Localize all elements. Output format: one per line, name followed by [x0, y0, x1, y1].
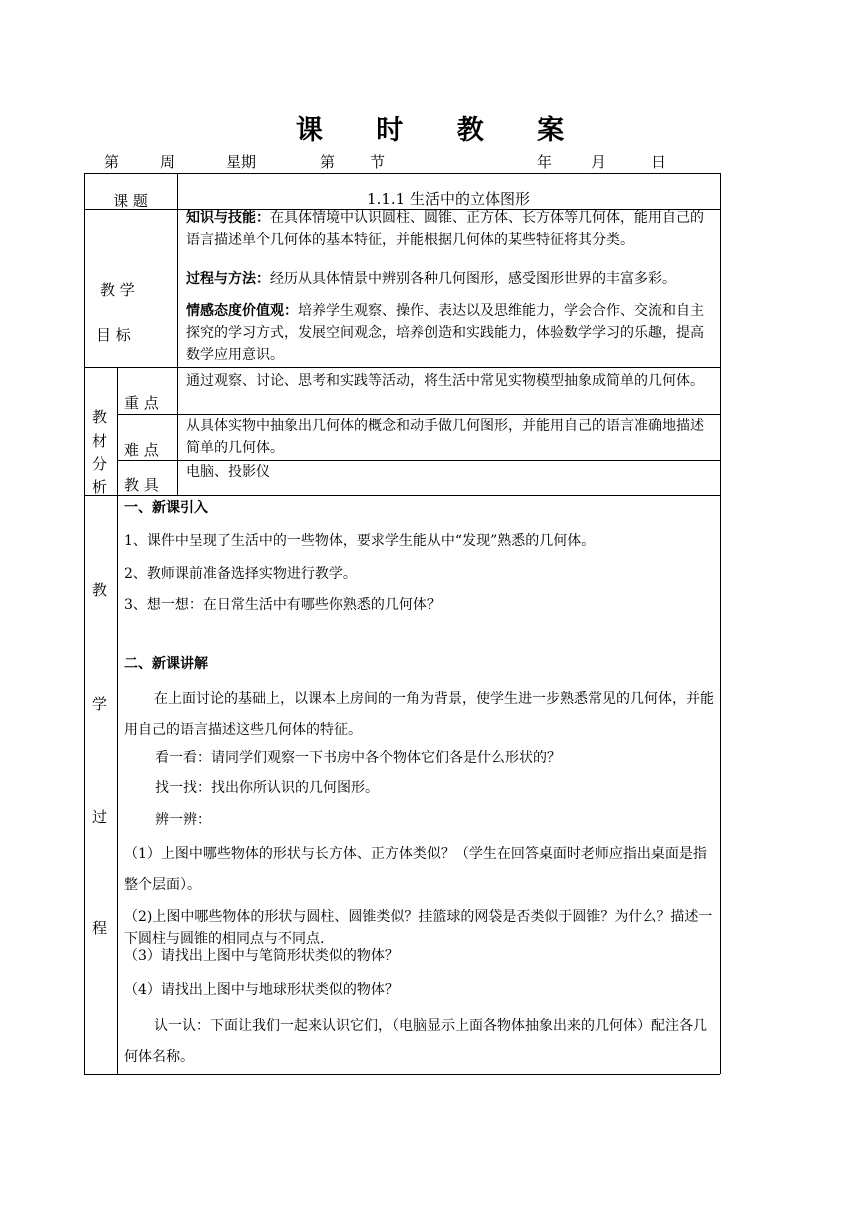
goal-emotion	[186, 300, 714, 366]
period-label-1: 第	[320, 153, 336, 171]
analysis-label-char: 教	[92, 408, 108, 426]
question-2: （2)上图中哪些物体的形状与圆柱、圆锥类似？挂篮球的网袋是否类似于圆锥？为什么？描述一下圆柱与圆锥的相同点与不同点.	[124, 909, 713, 947]
goals-label-line2: 目 标	[96, 326, 131, 344]
period-label-2: 节	[370, 153, 386, 171]
difficulty-label: 难 点	[124, 441, 159, 459]
weekday-label: 星期	[226, 153, 257, 171]
table-left-border	[84, 173, 85, 1074]
goal-knowledge-text: 在具体情境中认识圆柱、圆锥、正方体、长方体等几何体，能用自己的语言描述单个几何体的基本特征，并能根据几何体的某些特征将其分类。	[186, 210, 704, 248]
row-divider	[84, 495, 720, 496]
goal-emotion-text: 培养学生观察、操作、表达以及思维能力，学会合作、交流和自主探究的学习方式，发展空间观念，培养创造和实践能力，体验数学学习的乐趣，提高数学应用意识。	[186, 303, 704, 363]
month-label: 月	[591, 153, 607, 171]
question-1: （1）上图中哪些物体的形状与长方体、正方体类似？（学生在回答桌面时老师应指出桌面是指整个层面）。	[124, 846, 707, 893]
tools-text: 电脑、投影仪	[186, 464, 270, 480]
label-column-divider	[177, 173, 178, 495]
section-new-lesson-explain: 二、新课讲解	[124, 656, 208, 672]
analysis-label-char: 材	[92, 432, 108, 450]
goals-label-line1: 教 学	[100, 281, 135, 299]
process-label-char: 过	[92, 808, 108, 826]
table-right-border	[720, 173, 721, 1074]
table-bottom-border	[84, 1074, 720, 1075]
distinguish-prompt: 辨一辨：	[155, 812, 211, 828]
find-prompt: 找一找：找出你所认识的几何图形。	[155, 780, 379, 796]
tools-label: 教 具	[124, 476, 159, 494]
intro-item-2: 2、教师课前准备选择实物进行教学。	[124, 566, 357, 582]
process-label-char: 教	[92, 581, 108, 599]
analysis-label-char: 析	[92, 478, 108, 496]
look-prompt: 看一看：请同学们观察一下书房中各个物体它们各是什么形状的？	[155, 750, 561, 766]
goal-emotion-head: 情感态度价值观：	[186, 303, 298, 319]
year-label: 年	[537, 153, 553, 171]
goal-process-head: 过程与方法：	[186, 271, 270, 287]
row-divider	[84, 367, 720, 368]
week-label-2: 周	[160, 153, 176, 171]
page-title: 课 时 教 案	[295, 115, 587, 146]
key-point-text: 通过观察、讨论、思考和实践等活动，将生活中常见实物模型抽象成简单的几何体。	[186, 373, 704, 389]
day-label: 日	[651, 153, 667, 171]
topic-value: 1.1.1 生活中的立体图形	[367, 190, 530, 208]
process-label-char: 学	[92, 695, 108, 713]
section-new-lesson-intro: 一、新课引入	[124, 500, 208, 516]
recognize-paragraph: 认一认：下面让我们一起来认识它们，（电脑显示上面各物体抽象出来的几何体）配注各几何体名称。	[124, 1018, 707, 1065]
goal-process-text: 经历从具体情景中辨别各种几何图形，感受图形世界的丰富多彩。	[270, 271, 676, 287]
goal-knowledge-head: 知识与技能：	[186, 210, 270, 226]
topic-label: 课 题	[113, 192, 148, 210]
process-label-char: 程	[92, 919, 108, 937]
week-label-1: 第	[104, 153, 120, 171]
goal-process	[186, 268, 714, 290]
explain-paragraph: 在上面讨论的基础上，以课本上房间的一角为背景，使学生进一步熟悉常见的几何体，并能用自己的语言描述这些几何体的特征。	[124, 691, 714, 738]
question-3: （3）请找出上图中与笔筒形状类似的物体？	[124, 948, 399, 964]
key-point-label: 重 点	[124, 394, 159, 412]
difficulty-text: 从具体实物中抽象出几何体的概念和动手做几何图形，并能用自己的语言准确地描述简单的几何体。	[186, 418, 704, 456]
goal-knowledge	[186, 207, 714, 251]
table-top-border	[84, 173, 720, 174]
question-4: （4）请找出上图中与地球形状类似的物体？	[124, 982, 399, 998]
intro-item-1: 1、课件中呈现了生活中的一些物体，要求学生能从中“发现”熟悉的几何体。	[124, 533, 596, 549]
narrow-column-divider	[117, 367, 118, 1074]
analysis-label-char: 分	[92, 455, 108, 473]
intro-item-3: 3、想一想：在日常生活中有哪些你熟悉的几何体？	[124, 597, 441, 613]
